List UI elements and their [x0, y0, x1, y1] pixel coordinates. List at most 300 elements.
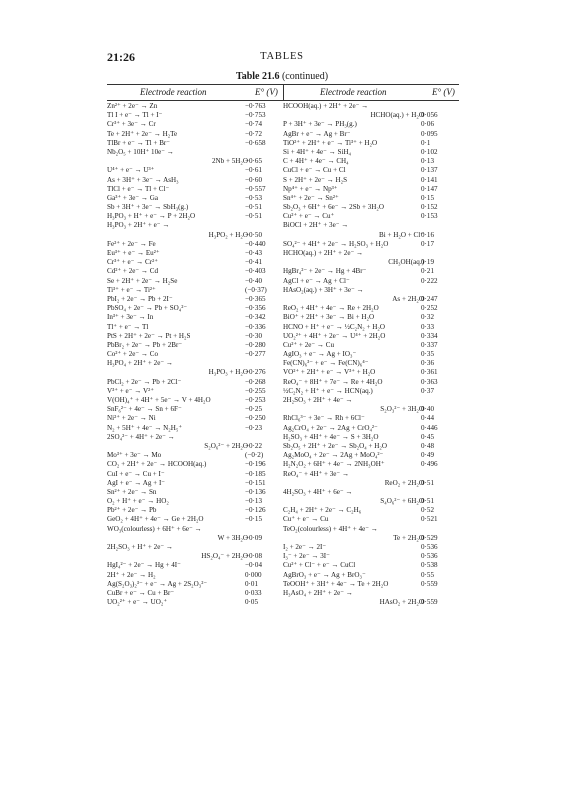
table-row [107, 120, 283, 129]
electrode-reaction: AgI + e⁻ → Ag + I⁻ [107, 478, 166, 487]
table-caption-label: Table 21.6 [235, 71, 280, 82]
electrode-reaction: 4H₂SO₃ + 4H⁺ + 6e⁻ → [283, 487, 353, 496]
standard-potential: 0·538 [421, 561, 438, 570]
electrode-reaction: Cu⁺ + e⁻ → Cu [283, 515, 329, 524]
electrode-reaction: PbSO₄ + 2e⁻ → Pb + SO₄²⁻ [107, 304, 188, 313]
table-row [283, 580, 459, 589]
standard-potential: −0·342 [245, 313, 266, 322]
standard-potential: −0·61 [245, 166, 263, 175]
electrode-reaction: Cu²⁺ + e⁻ → Cu⁺ [283, 212, 335, 221]
electrode-reaction: N₂ + 5H⁺ + 4e⁻ → N₂H₅⁺ [107, 423, 183, 432]
standard-potential: 0·000 [245, 570, 262, 579]
standard-potential: −0·763 [245, 102, 266, 110]
standard-potential: (−0·37) [245, 285, 267, 294]
table-row [283, 286, 459, 295]
electrode-reaction: C₂H₄ + 2H⁺ + 2e⁻ → C₂H₆ [283, 506, 362, 515]
table-row [107, 525, 283, 534]
standard-potential: −0·276 [245, 368, 266, 377]
table-row [283, 350, 459, 359]
standard-potential: 0·51 [421, 478, 435, 487]
standard-potential: 0·141 [421, 175, 438, 184]
table-row [283, 341, 459, 350]
electrode-reaction: 2H⁺ + 2e⁻ → H₂ [107, 570, 156, 579]
standard-potential: 0·51 [421, 497, 435, 506]
electrode-reaction: AgCl + e⁻ → Ag + Cl⁻ [283, 276, 350, 285]
standard-potential: −0·43 [245, 249, 263, 257]
table-row [283, 515, 459, 524]
standard-potential: 0·36 [421, 359, 435, 368]
table-row [107, 295, 283, 304]
electrode-reaction: PtS + 2H⁺ + 2e⁻ → Pt + H₂S [107, 331, 191, 340]
table-row [283, 598, 459, 607]
electrode-reaction: S₄O₆²⁻ + 6H₂O [380, 497, 424, 506]
table-row [107, 396, 283, 405]
standard-potential: 0·37 [421, 386, 435, 395]
standard-potential: 0·49 [421, 451, 435, 460]
running-title: TABLES [260, 51, 304, 62]
standard-potential: 0·152 [421, 203, 438, 212]
table-row [107, 166, 283, 175]
electrode-reaction: H₃PO₃ + 2H⁺ + e⁻ → [107, 221, 170, 230]
electrode-reaction: As + 3H⁺ + 3e⁻ → AsH₃ [107, 175, 179, 184]
electrode-reaction: HCNO + H⁺ + e⁻ → ½C₂N₂ + H₂O [283, 322, 385, 331]
electrode-reaction: 2H₂SO₃ + H⁺ + 2e⁻ → [107, 543, 173, 551]
standard-potential: 0·496 [421, 460, 438, 469]
standard-potential: 0·1 [421, 138, 431, 147]
table-row [107, 580, 283, 589]
table-row [107, 221, 283, 230]
electrode-reaction: UO₂²⁺ + e⁻ → UO₂⁺ [107, 598, 168, 607]
table-row [107, 249, 283, 258]
standard-potential: −0·356 [245, 304, 266, 313]
table-row [107, 277, 283, 286]
electrode-reaction: Sb₂O₃ + 6H⁺ + 6e⁻ → 2Sb + 3H₂O [283, 203, 385, 212]
electrode-reaction: Pb²⁺ + 2e⁻ → Pb [107, 506, 157, 515]
table-row [107, 258, 283, 267]
standard-potential: 0·21 [421, 267, 435, 276]
electrode-reaction: Te + 2H₂O [393, 533, 424, 542]
electrode-reaction: Sb + 3H⁺ + 3e⁻ → SbH₃(g.) [107, 203, 189, 212]
table-row [283, 221, 459, 230]
electrode-reaction: V³⁺ + e⁻ → V²⁺ [107, 386, 154, 395]
electrode-reaction: Co²⁺ + 2e⁻ → Co [107, 350, 159, 359]
table-row [107, 286, 283, 295]
standard-potential: −0·51 [245, 203, 263, 212]
table-row [283, 111, 459, 120]
table-row [107, 102, 283, 111]
table-row [107, 148, 283, 157]
electrode-reaction: CuI + e⁻ → Cu + I⁻ [107, 469, 165, 478]
table-row [283, 258, 459, 267]
table-row [283, 543, 459, 552]
electrode-reaction: 2SO₄²⁻ + 4H⁺ + 2e⁻ → [107, 432, 175, 441]
electrode-reaction: HCHO(aq.) + H₂O [370, 111, 424, 120]
electrode-reaction: TiO²⁺ + 2H⁺ + e⁻ → Ti³⁺ + H₂O [283, 138, 378, 147]
electrode-reaction: Cu²⁺ + Cl⁻ + e⁻ → CuCl [283, 561, 356, 570]
table-row [107, 543, 283, 552]
table-row [107, 451, 283, 460]
electrode-reaction: Cr³⁺ + e⁻ → Cr²⁺ [107, 258, 159, 267]
table-row [107, 323, 283, 332]
left-reaction-header: Electrode reaction [140, 87, 207, 97]
table-row [283, 267, 459, 276]
standard-potential: 0·536 [421, 543, 438, 551]
table-row [107, 460, 283, 469]
left-potential-header: E° (V) [255, 87, 278, 97]
standard-potential: −0·126 [245, 506, 266, 515]
standard-potential: 0·05 [245, 598, 259, 607]
table-row [107, 185, 283, 194]
table-row [107, 598, 283, 607]
table-row [283, 506, 459, 515]
standard-potential: −0·277 [245, 350, 266, 359]
table-row [283, 433, 459, 442]
table-row [283, 488, 459, 497]
electrode-reaction: Ti³⁺ + e⁻ → Ti²⁺ [107, 285, 156, 294]
table-row [283, 130, 459, 139]
table-row [283, 212, 459, 221]
electrode-reaction: CuBr + e⁻ → Cu + Br⁻ [107, 588, 175, 597]
standard-potential: −0·51 [245, 212, 263, 221]
electrode-reaction: PbBr₂ + 2e⁻ → Pb + 2Br⁻ [107, 340, 183, 349]
standard-potential: 0·06 [421, 120, 435, 129]
standard-potential: 0·32 [421, 313, 435, 322]
table-row [283, 552, 459, 561]
table-row [283, 295, 459, 304]
table-row [107, 442, 283, 451]
electrode-reaction: V(OH)₄⁺ + 4H⁺ + 5e⁻ → V + 4H₂O [107, 396, 211, 404]
table-row [107, 231, 283, 240]
standard-potential: −0·15 [245, 515, 263, 524]
electrode-reaction: S + 2H⁺ + 2e⁻ → H₂S [283, 175, 348, 184]
electrode-reaction: Se + 2H⁺ + 2e⁻ → H₂Se [107, 276, 178, 285]
electrode-reaction: Ni²⁺ + 2e⁻ → Ni [107, 414, 156, 423]
standard-potential: 0·247 [421, 294, 438, 303]
standard-potential: −0·22 [245, 441, 263, 450]
table-row [283, 323, 459, 332]
standard-potential: 0·33 [421, 322, 435, 331]
table-row [283, 405, 459, 414]
table-row [107, 341, 283, 350]
electrode-reaction: BiOCl + 2H⁺ + 3e⁻ → [283, 221, 349, 230]
electrode-reaction: I₃⁻ + 2e⁻ → 3I⁻ [283, 552, 330, 561]
table-row [107, 515, 283, 524]
table-row [283, 231, 459, 240]
table-row [283, 414, 459, 423]
standard-potential: −0·04 [245, 561, 263, 570]
standard-potential: −0·40 [245, 276, 263, 285]
electrode-reaction: Eu³⁺ + e⁻ → Eu²⁺ [107, 249, 160, 257]
standard-potential: 0·01 [245, 579, 259, 588]
table-row [283, 396, 459, 405]
standard-potential: 0·446 [421, 423, 438, 432]
electrode-reaction: Tl⁺ + e⁻ → Tl [107, 322, 149, 331]
electrode-reaction: Fe²⁺ + 2e⁻ → Fe [107, 239, 156, 248]
electrode-reaction: Nb₂O₅ + 10H⁺ 10e⁻ → [107, 147, 174, 156]
standard-potential: −0·09 [245, 533, 263, 542]
standard-potential: −0·196 [245, 460, 266, 469]
electrode-reaction: PbI₂ + 2e⁻ → Pb + 2I⁻ [107, 294, 173, 303]
standard-potential: −0·658 [245, 138, 266, 147]
electrode-reaction: H₃PO₂ + H₂O [208, 230, 248, 239]
table-row [107, 506, 283, 515]
table-row [283, 424, 459, 433]
standard-potential: 0·361 [421, 368, 438, 377]
standard-potential: −0·255 [245, 386, 266, 395]
electrode-reaction: Te + 2H⁺ + 2e⁻ → H₂Te [107, 129, 178, 138]
electrode-reaction: ½C₂N₂ + H⁺ + e⁻ → HCN(aq.) [283, 386, 373, 395]
table-row [283, 203, 459, 212]
electrode-reaction: BiO⁺ + 2H⁺ + 3e⁻ → Bi + H₂O [283, 313, 375, 322]
electrode-reaction: Tl I + e⁻ → Tl + I⁻ [107, 111, 163, 120]
electrode-reaction: Sb₂O₅ + 2H⁺ + 2e⁻ → Sb₂O₄ + H₂O [283, 441, 387, 450]
table-row [107, 313, 283, 322]
electrode-reaction: TeOOH⁺ + 3H⁺ + 4e⁻ → Te + 2H₂O [283, 579, 389, 588]
electrode-reaction: AgBrO₃ + e⁻ → Ag + BrO₃⁻ [283, 570, 366, 579]
electrode-reaction: UO₂²⁺ + 4H⁺ + 2e⁻ → U⁴⁺ + 2H₂O [283, 331, 386, 340]
page-number: 21:26 [107, 50, 135, 64]
standard-potential: −0·336 [245, 322, 266, 331]
table-row [107, 470, 283, 479]
electrode-reaction: AgIO₃ + e⁻ → Ag + IO₃⁻ [283, 350, 357, 359]
electrode-reaction: Cd²⁺ + 2e⁻ → Cd [107, 267, 159, 276]
electrode-reaction: O₂ + H⁺ + e⁻ → HO₂ [107, 497, 169, 506]
electrode-reaction: In³⁺ + 3e⁻ → In [107, 313, 154, 322]
electrode-reaction: HCHO(aq.) + 2H⁺ + 2e⁻ → [283, 249, 364, 257]
standard-potential: 0·363 [421, 377, 438, 386]
standard-potential: 0·153 [421, 212, 438, 221]
table-row [107, 212, 283, 221]
standard-potential: −0·72 [245, 129, 263, 138]
standard-potential: 0·521 [421, 515, 438, 524]
electrode-reaction: TeO₂(colourless) + 4H⁺ + 4e⁻ → [283, 524, 378, 533]
electrode-reaction: I₂ + 2e⁻ → 2I⁻ [283, 543, 327, 551]
table-row [107, 350, 283, 359]
standard-potential: −0·41 [245, 258, 263, 267]
electrode-reaction: RhCl₆³⁻ + 3e⁻ → Rh + 6Cl⁻ [283, 414, 365, 423]
table-row [107, 534, 283, 543]
electrode-reaction: Cr³⁺ + 3e⁻ → Cr [107, 120, 156, 129]
table-row [107, 368, 283, 377]
table-row [107, 176, 283, 185]
electrode-reaction: Zn²⁺ + 2e⁻ → Zn [107, 102, 158, 110]
table-row [107, 194, 283, 203]
table-row [107, 332, 283, 341]
standard-potential: 0·095 [421, 129, 438, 138]
electrode-reaction: Cu²⁺ + 2e⁻ → Cu [283, 340, 335, 349]
standard-potential: 0·35 [421, 350, 435, 359]
table-row [283, 332, 459, 341]
electrode-reaction: ReO₄⁻ + 8H⁺ + 7e⁻ → Re + 4H₂O [283, 377, 383, 386]
table-row [283, 139, 459, 148]
electrode-reaction: HgI₄²⁻ + 2e⁻ → Hg + 4I⁻ [107, 561, 181, 570]
table-row [283, 589, 459, 598]
electrode-reaction: H₂N₂O₂ + 6H⁺ + 4e⁻ → 2NH₃OH⁺ [283, 460, 385, 469]
standard-potential: 0·45 [421, 432, 435, 441]
electrode-reaction: Ga³⁺ + 3e⁻ → Ga [107, 193, 159, 202]
table-row [283, 166, 459, 175]
electrode-reaction: AgBr + e⁻ → Ag + Br⁻ [283, 129, 351, 138]
standard-potential: −0·74 [245, 120, 263, 129]
table-header-rule [107, 100, 459, 101]
standard-potential: 0·559 [421, 598, 438, 607]
standard-potential: 0·48 [421, 441, 435, 450]
standard-potential: 0·334 [421, 331, 438, 340]
table-row [107, 488, 283, 497]
standard-potential: 0·536 [421, 552, 438, 561]
standard-potential: −0·53 [245, 193, 263, 202]
standard-potential: −0·50 [245, 230, 263, 239]
table-row [283, 571, 459, 580]
table-row [283, 561, 459, 570]
electrode-reaction: As + 2H₂O [392, 294, 424, 303]
standard-potential: 0·222 [421, 276, 438, 285]
standard-potential: 0·056 [421, 111, 438, 120]
table-row [107, 589, 283, 598]
standard-potential: 0·337 [421, 340, 438, 349]
table-row [283, 479, 459, 488]
electrode-reaction: Ag₂CrO₄ + 2e⁻ → 2Ag + CrO₄²⁻ [283, 423, 378, 432]
standard-potential: 0·17 [421, 239, 435, 248]
table-row [107, 304, 283, 313]
standard-potential: −0·280 [245, 340, 266, 349]
table-row [283, 157, 459, 166]
table-row [283, 102, 459, 111]
standard-potential: −0·30 [245, 331, 263, 340]
electrode-reaction: HAsO₂ + 2H₂O [379, 598, 424, 607]
table-row [107, 561, 283, 570]
electrode-reaction: PbCl₂ + 2e⁻ → Pb + 2Cl⁻ [107, 377, 182, 386]
electrode-reaction: Ag(S₂O₃)₂³⁻ + e⁻ → Ag + 2S₂O₃²⁻ [107, 579, 208, 588]
right-potential-header: E° (V) [432, 87, 455, 97]
electrode-reaction: Sn²⁺ + 2e⁻ → Sn [107, 487, 157, 496]
electrode-reaction: H₃PO₃ + H₂O [208, 368, 248, 377]
electrode-reaction: CuCl + e⁻ → Cu + Cl [283, 166, 346, 175]
electrode-reaction: W + 3H₂O [217, 533, 248, 542]
table-row [283, 378, 459, 387]
electrode-reaction: H₂SO₃ + 4H⁺ + 4e⁻ → S + 3H₂O [283, 432, 379, 441]
standard-potential: 0·19 [421, 258, 435, 267]
standard-potential: 0·44 [421, 414, 435, 423]
table-row [107, 267, 283, 276]
table-row [283, 249, 459, 258]
standard-potential: 0·529 [421, 533, 438, 542]
electrode-reaction: C + 4H⁺ + 4e⁻ → CH₄ [283, 157, 349, 166]
electrode-reaction: WO₃(colourless) + 6H⁺ + 6e⁻ → [107, 524, 202, 533]
standard-potential: 0·137 [421, 166, 438, 175]
table-row [107, 414, 283, 423]
table-row [107, 378, 283, 387]
standard-potential: −0·185 [245, 469, 266, 478]
right-reaction-header: Electrode reaction [320, 87, 387, 97]
table-row [107, 111, 283, 120]
table-row [107, 203, 283, 212]
electrode-reaction: U⁴⁺ + e⁻ → U³⁺ [107, 166, 155, 175]
table-row [107, 139, 283, 148]
table-row [283, 277, 459, 286]
standard-potential: 0·147 [421, 184, 438, 193]
table-row [107, 571, 283, 580]
electrode-reaction: Mo³⁺ + 3e⁻ → Mo [107, 451, 162, 460]
standard-potential: −0·403 [245, 267, 266, 276]
electrode-reaction: SO₄²⁻ + 4H⁺ + 2e⁻ → H₂SO₃ + H₂O [283, 239, 389, 248]
standard-potential: 0·15 [421, 193, 435, 202]
table-row [283, 442, 459, 451]
table-row [283, 387, 459, 396]
table-row [283, 194, 459, 203]
electrode-reaction: GeO₂ + 4H⁺ + 4e⁻ → Ge + 2H₂O [107, 515, 204, 524]
left-column [107, 102, 283, 607]
standard-potential: −0·365 [245, 294, 266, 303]
table-row [283, 176, 459, 185]
table-row [283, 525, 459, 534]
table-row [107, 387, 283, 396]
standard-potential: 0·13 [421, 157, 435, 166]
standard-potential: −0·13 [245, 497, 263, 506]
electrode-reaction: HCOOH(aq.) + 2H⁺ + 2e⁻ → [283, 102, 369, 110]
standard-potential: −0·557 [245, 184, 266, 193]
table-row [107, 359, 283, 368]
electrode-reaction: TlCl + e⁻ → Tl + Cl⁻ [107, 184, 170, 193]
table-row [283, 497, 459, 506]
table-row [283, 534, 459, 543]
table-row [107, 157, 283, 166]
electrode-reaction: TlBr + e⁻ → Tl + Br⁻ [107, 138, 171, 147]
table-row [107, 424, 283, 433]
electrode-reaction: ReO₂ + 2H₂O [384, 478, 424, 487]
standard-potential: 0·55 [421, 570, 435, 579]
standard-potential: −0·753 [245, 111, 266, 120]
standard-potential: −0·151 [245, 478, 266, 487]
table-row [107, 240, 283, 249]
electrode-reaction: Sn⁴⁺ + 2e⁻ → Sn²⁺ [283, 193, 339, 202]
table-row [283, 470, 459, 479]
right-column [283, 102, 459, 607]
table-row [283, 368, 459, 377]
table-caption-note: (continued) [281, 71, 329, 82]
electrode-reaction: CH₃OH(aq.) [388, 258, 424, 267]
electrode-reaction: HgBr₄²⁻ + 2e⁻ → Hg + 4Br⁻ [283, 267, 367, 276]
table-row [283, 304, 459, 313]
standard-potential: −0·60 [245, 175, 263, 184]
electrode-reaction: 2Nb + 5H₂O [211, 157, 248, 166]
standard-potential: 0·102 [421, 147, 438, 156]
electrode-reaction: Ag₂MoO₄ + 2e⁻ → 2Ag + MoO₄²⁻ [283, 451, 384, 460]
table-row [107, 552, 283, 561]
electrode-reaction: S₂O₃²⁻ + 3H₂O [380, 405, 424, 414]
electrode-reaction: SnF₆²⁻ + 4e⁻ → Sn + 6F⁻ [107, 405, 182, 414]
electrode-reaction: S₂O₆²⁻ + 2H₂O [204, 441, 248, 450]
table-row [107, 497, 283, 506]
standard-potential: 0·252 [421, 304, 438, 313]
table-row [283, 460, 459, 469]
table-row [107, 405, 283, 414]
standard-potential: 0·40 [421, 405, 435, 414]
electrode-reaction: CO₂ + 2H⁺ + 2e⁻ → HCOOH(aq.) [107, 460, 207, 469]
standard-potential: 0·033 [245, 588, 262, 597]
standard-potential: −0·23 [245, 423, 263, 432]
standard-potential: −0·136 [245, 487, 266, 496]
standard-potential: −0·08 [245, 552, 263, 561]
electrode-reaction: Bi + H₂O + Cl⁻ [379, 230, 424, 239]
table-row [283, 359, 459, 368]
electrode-reaction: VO²⁺ + 2H⁺ + e⁻ → V³⁺ + H₂O [283, 368, 376, 377]
table-row [107, 479, 283, 488]
table-row [107, 433, 283, 442]
header-column-separator [283, 84, 284, 100]
electrode-reaction: H₃PO₃ + H⁺ + e⁻ → P + 2H₂O [107, 212, 196, 221]
electrode-reaction: HAsO₂(aq.) + 3H⁺ + 3e⁻ → [283, 285, 364, 294]
